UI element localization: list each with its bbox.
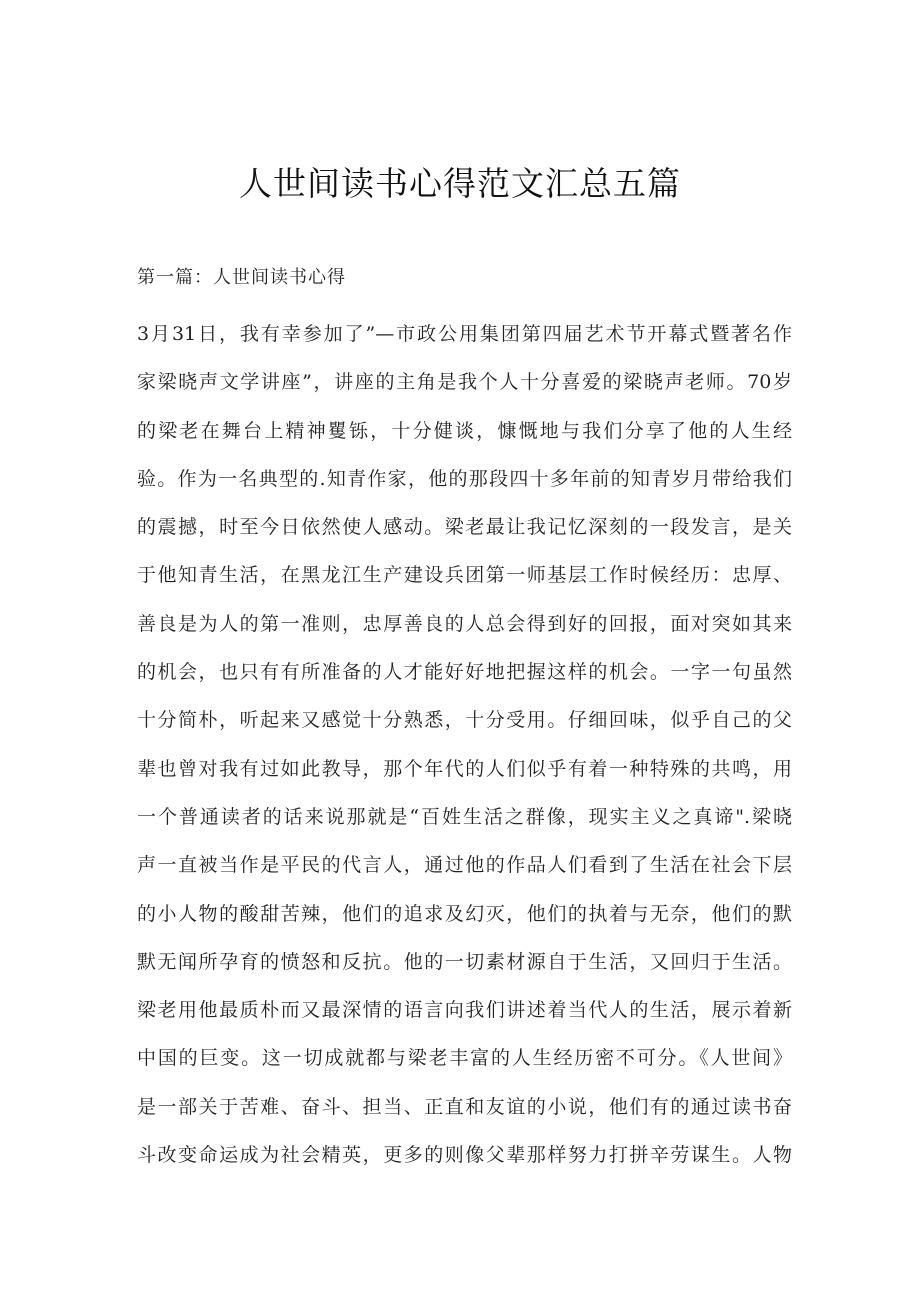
text-line: 于他知青生活，在黑龙江生产建设兵团第一师基层工作时候经历：忠厚、	[137, 564, 792, 587]
text-line: 的机会，也只有有所准备的人才能好好地把握这样的机会。一字一句虽然	[137, 661, 792, 684]
document-title: 人世间读书心得范文汇总五篇	[239, 164, 681, 203]
text-line: 的梁老在舞台上精神矍铄，十分健谈，慷慨地与我们分享了他的人生经	[137, 419, 792, 442]
text-line: 十分简朴，听起来又感觉十分熟悉，十分受用。仔细回味，似乎自己的父	[137, 709, 792, 732]
text-line: 声一直被当作是平民的代言人，通过他的作品人们看到了生活在社会下层	[137, 854, 792, 877]
text-line: 默无闻所孕育的愤怒和反抗。他的一切素材源自于生活，又回归于生活。	[137, 950, 792, 973]
text-line: 梁老用他最质朴而又最深情的语言向我们讲述着当代人的生活，展示着新	[137, 999, 792, 1022]
section-heading: 第一篇：人世间读书心得	[137, 267, 346, 288]
body-paragraph	[137, 310, 792, 1179]
text-line: 是一部关于苦难、奋斗、担当、正直和友谊的小说，他们有的通过读书奋	[137, 1095, 792, 1118]
text-line: 辈也曾对我有过如此教导，那个年代的人们似乎有着一种特殊的共鸣，用	[137, 757, 792, 780]
text-line: 验。作为一名典型的.知青作家，他的那段四十多年前的知青岁月带给我们	[137, 467, 792, 490]
text-line: 3月31日，我有幸参加了”—市政公用集团第四届艺术节开幕式暨著名作	[137, 323, 792, 345]
text-line: 斗改变命运成为社会精英，更多的则像父辈那样努力打拼辛劳谋生。人物	[137, 1144, 792, 1167]
text-line: 一个普通读者的话来说那就是“百姓生活之群像，现实主义之真谛".梁晓	[137, 805, 792, 828]
text-line: 中国的巨变。这一切成就都与梁老丰富的人生经历密不可分。《人世间》	[137, 1047, 792, 1070]
text-line: 的小人物的酸甜苦辣，他们的追求及幻灭，他们的执着与无奈，他们的默	[137, 902, 792, 925]
text-line: 家梁晓声文学讲座”，讲座的主角是我个人十分喜爱的梁晓声老师。70岁	[137, 371, 792, 394]
text-line: 善良是为人的第一准则，忠厚善良的人总会得到好的回报，面对突如其来	[137, 612, 792, 635]
text-line: 的震撼，时至今日依然使人感动。梁老最让我记忆深刻的一段发言，是关	[137, 516, 792, 539]
